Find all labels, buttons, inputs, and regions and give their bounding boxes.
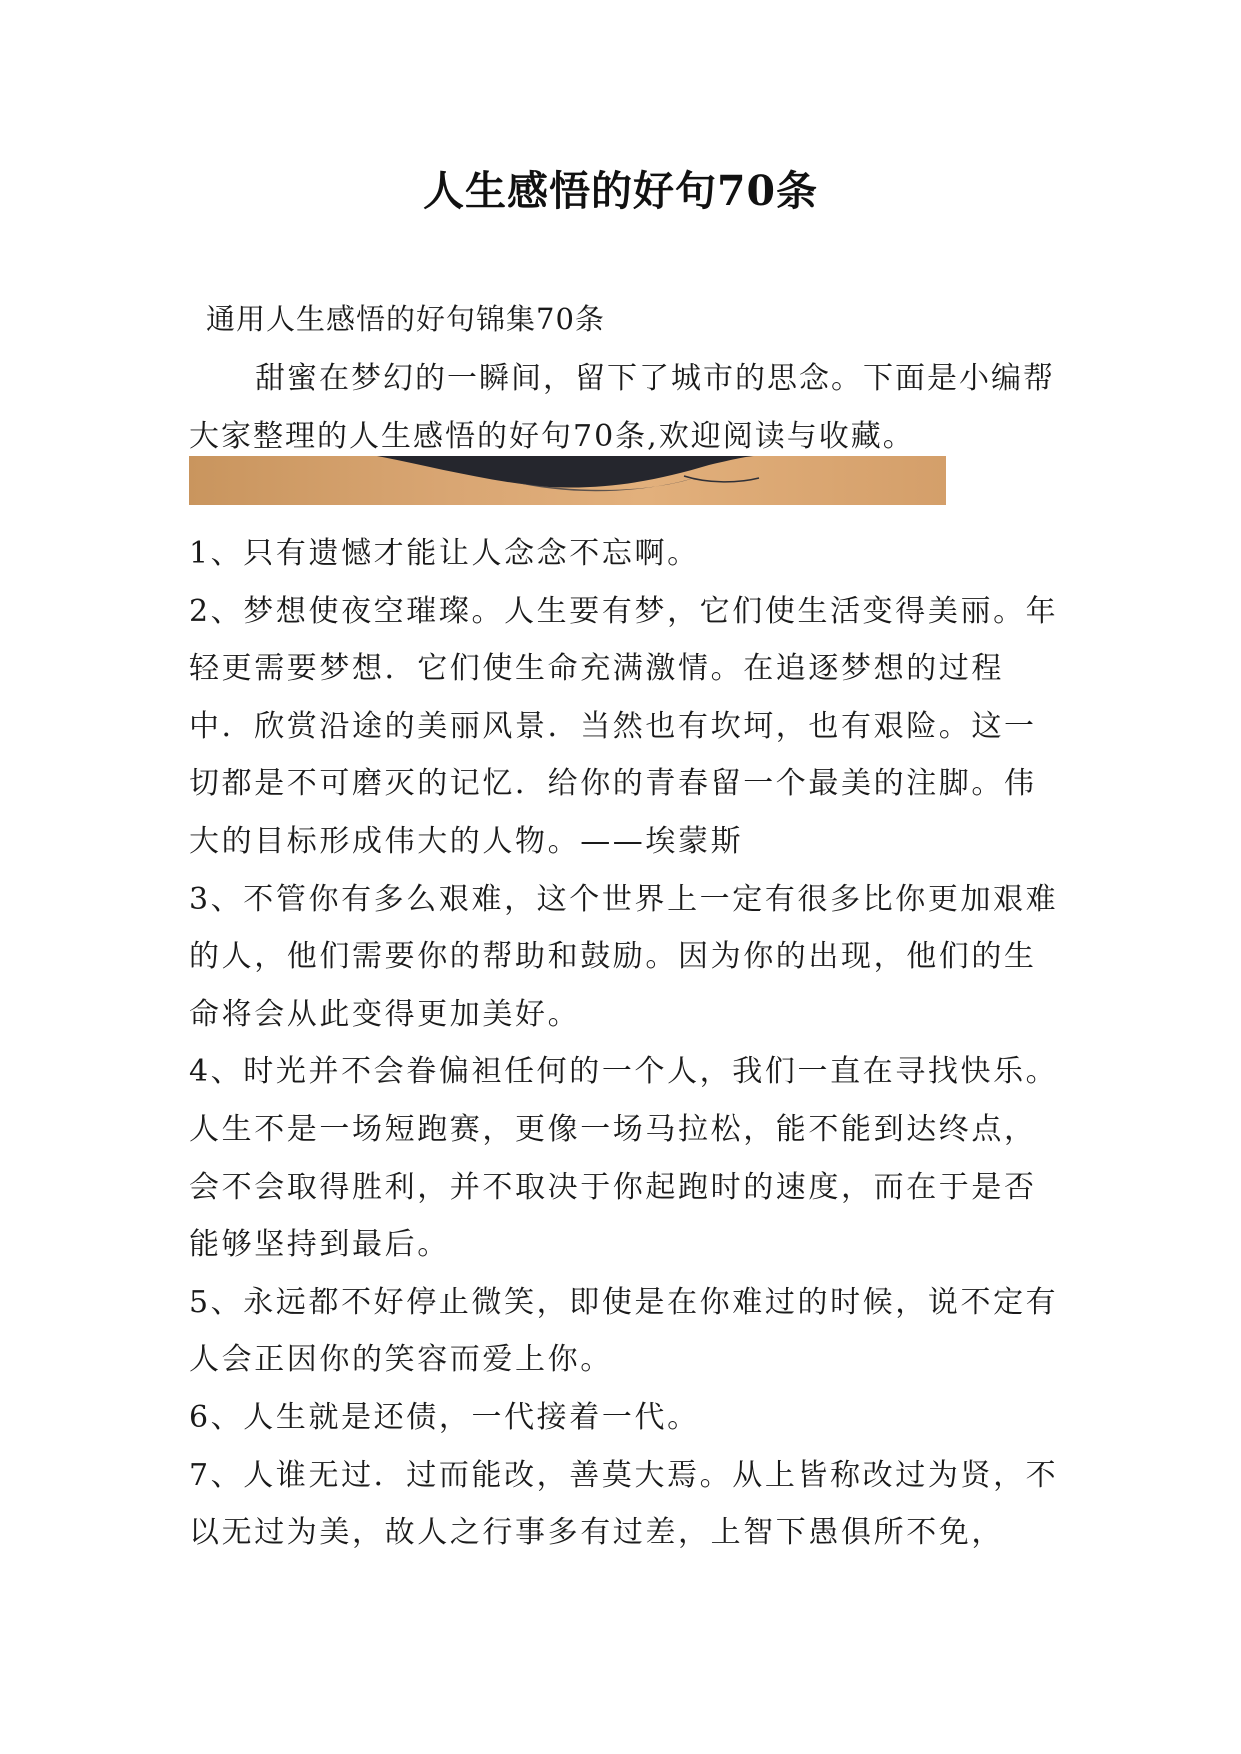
banner-image xyxy=(189,456,946,505)
list-item: 7、人谁无过．过而能改，善莫大焉。从上皆称改过为贤，不以无过为美，故人之行事多有过差，上智下愚俱所不免， xyxy=(189,1457,1059,1551)
list-item: 1、只有遗憾才能让人念念不忘啊。 xyxy=(189,536,700,571)
intro-paragraph: 甜蜜在梦幻的一瞬间，留下了城市的思念。下面是小编帮大家整理的人生感悟的好句70条,欢迎阅读与收藏。 xyxy=(189,361,1055,454)
list-item: 5、永远都不好停止微笑，即使是在你难过的时候，说不定有人会正因你的笑容而爱上你。 xyxy=(189,1284,1059,1378)
document-title: 人生感悟的好句70条 xyxy=(422,167,819,215)
list-item: 4、时光并不会眷偏袒任何的一个人，我们一直在寻找快乐。人生不是一场短跑赛，更像一场马拉松，能不能到达终点，会不会取得胜利，并不取决于你起跑时的速度，而在于是否能够坚持到最后。 xyxy=(189,1054,1059,1263)
list-item: 2、梦想使夜空璀璨。人生要有梦，它们使生活变得美丽。年轻更需要梦想．它们使生命充满激情。在追逐梦想的过程中．欣赏沿途的美丽风景．当然也有坎坷，也有艰险。这一切都是不可磨灭的记忆．给你的青春留一个最美的注脚。伟大的目标形成伟大的人物。——埃蒙斯 xyxy=(189,593,1059,859)
list-item: 3、不管你有多么艰难，这个世界上一定有很多比你更加艰难的人，他们需要你的帮助和鼓励。因为你的出现，他们的生命将会从此变得更加美好。 xyxy=(189,881,1059,1032)
content-body xyxy=(189,525,1069,1562)
list-item: 6、人生就是还债，一代接着一代。 xyxy=(189,1399,700,1435)
document-subtitle: 通用人生感悟的好句锦集70条 xyxy=(206,302,605,336)
